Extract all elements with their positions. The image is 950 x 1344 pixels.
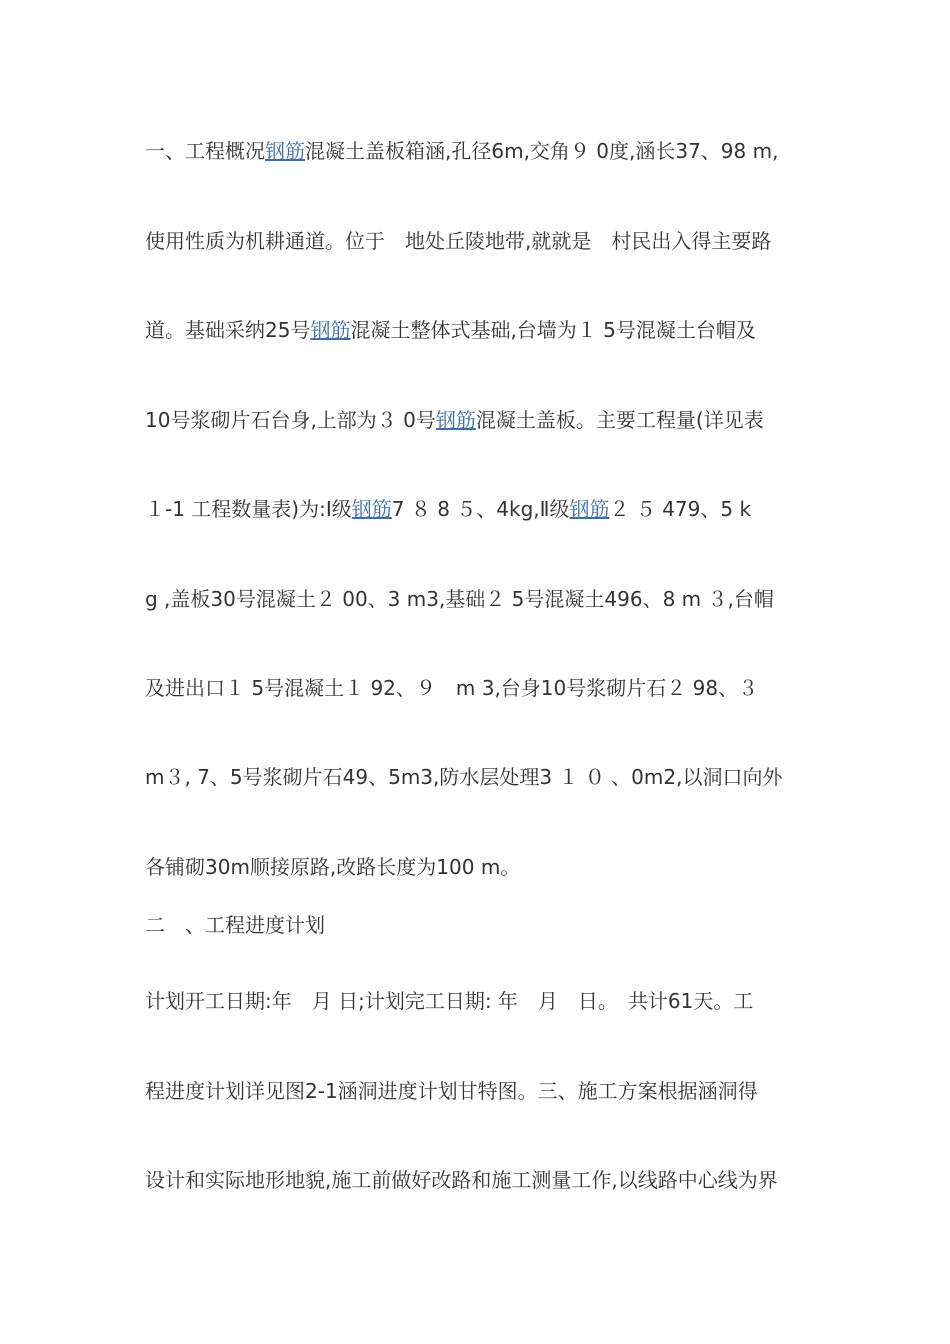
text-segment: 10号浆砌片石台身,上部为３ 0号	[145, 408, 436, 432]
keyword-link[interactable]: 钢筋	[435, 408, 476, 432]
keyword-link[interactable]: 钢筋	[310, 318, 351, 342]
text-line	[145, 585, 825, 613]
text-line	[145, 1077, 825, 1105]
text-segment: g ,盖板30号混凝土２ 00、3 m3,基础２ 5号混凝土496、8 m ３,台帽	[145, 587, 774, 611]
text-segment: 道。基础采纳25号	[145, 318, 311, 342]
text-line	[145, 674, 825, 702]
text-line	[145, 763, 825, 791]
text-segment: 7 ８ 8 ５、4kg,Ⅱ级	[391, 497, 570, 521]
text-line	[145, 316, 825, 344]
text-line	[145, 227, 825, 255]
text-line	[145, 495, 825, 523]
text-segment: 程进度计划详见图2-1涵洞进度计划甘特图。三、施工方案根据涵洞得	[145, 1079, 758, 1103]
text-segment: 设计和实际地形地貌,施工前做好改路和施工测量工作,以线路中心线为界	[145, 1168, 778, 1192]
keyword-link[interactable]: 钢筋	[265, 139, 305, 163]
text-segment: １-1 工程数量表)为:Ⅰ级	[145, 497, 352, 521]
text-segment: 一、工程概况	[145, 139, 265, 163]
text-segment: m３, 7、5号浆砌片石49、5m3,防水层处理3 １ ０ 、0m2,以洞口向外	[145, 765, 783, 789]
keyword-link[interactable]: 钢筋	[569, 497, 610, 521]
text-segment: 计划开工日期:年 月 日;计划完工日期: 年 月 日。 共计61天。工	[145, 989, 754, 1013]
text-line	[145, 1166, 825, 1194]
text-segment: 各铺砌30m顺接原路,改路长度为100 m。	[145, 855, 521, 879]
keyword-link[interactable]: 钢筋	[351, 497, 392, 521]
text-line	[145, 137, 825, 165]
text-line	[145, 853, 825, 881]
text-segment: 混凝土整体式基础,台墙为１ 5号混凝土台帽及	[350, 318, 756, 342]
section-heading	[145, 911, 825, 939]
text-segment: ２ ５ 479、5 k	[609, 497, 752, 521]
text-line	[145, 987, 825, 1015]
text-line	[145, 406, 825, 434]
text-segment: 二 、工程进度计划	[145, 913, 325, 937]
text-segment: 及进出口１ 5号混凝土１ 92、９ m 3,台身10号浆砌片石２ 98、３	[145, 676, 759, 700]
text-segment: 混凝土盖板。主要工程量(详见表	[475, 408, 764, 432]
text-segment: 使用性质为机耕通道。位于 地处丘陵地带,就就是 村民出入得主要路	[145, 229, 772, 253]
text-segment: 混凝土盖板箱涵,孔径6m,交角９ 0度,涵长37、98 m,	[305, 139, 779, 163]
